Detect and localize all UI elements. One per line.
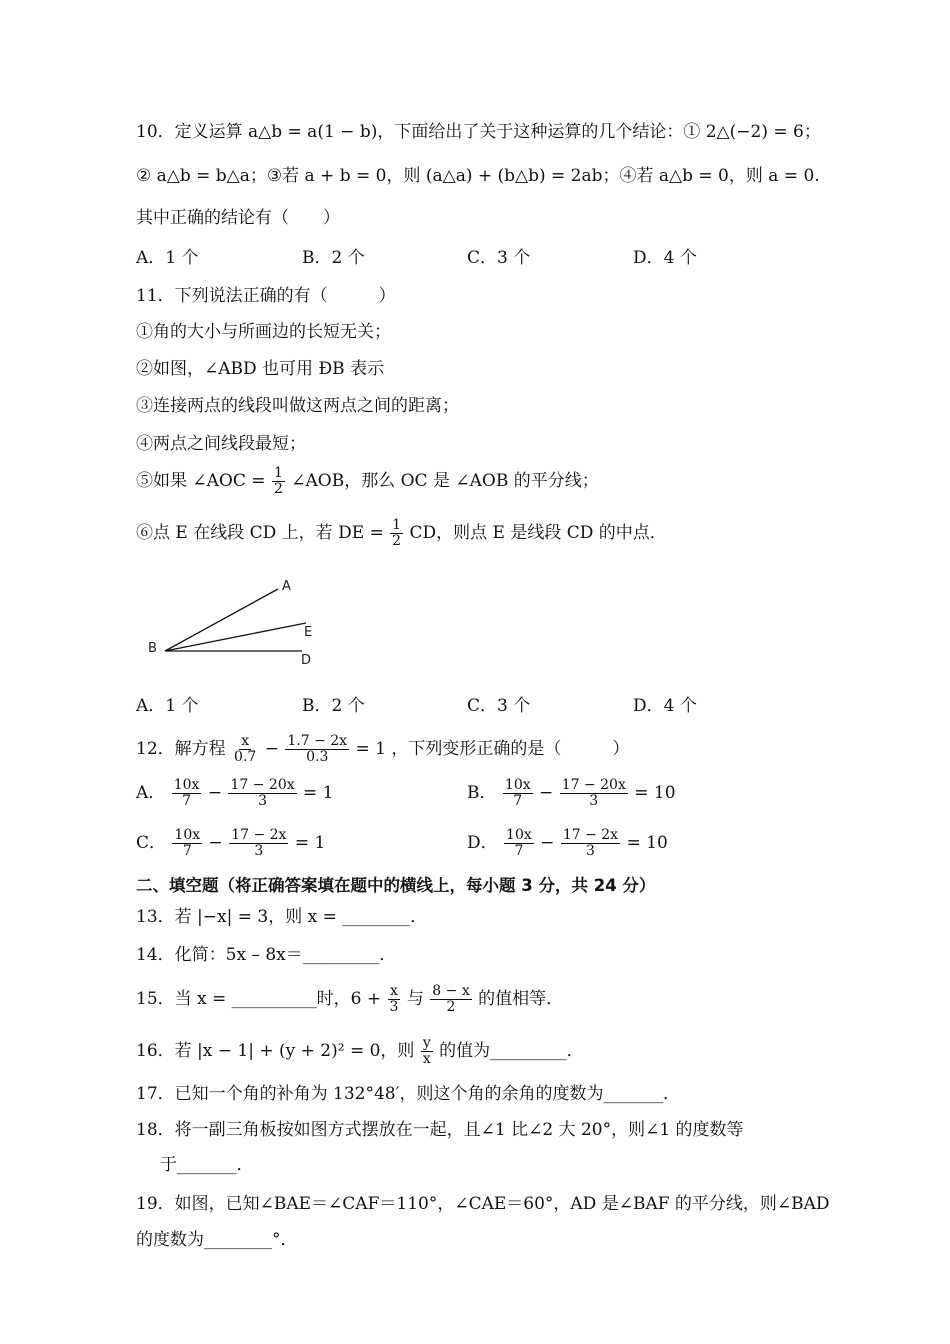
q10-option-a: A．1 个 xyxy=(136,248,199,268)
option-label: C． xyxy=(136,833,167,853)
den: 3 xyxy=(589,793,599,809)
q11-item5-pre: ⑤如果 ∠AOC = xyxy=(136,471,266,491)
q16-post: 的值为_________． xyxy=(439,1041,584,1061)
q12-option-d xyxy=(467,828,668,859)
den: 7 xyxy=(514,843,524,859)
ray-ba xyxy=(165,589,278,651)
num: 10x xyxy=(504,777,531,793)
num: 17 − 20x xyxy=(561,777,626,793)
q19-line1: 19．如图，已知∠BAE＝∠CAF＝110°，∠CAE＝60°，AD 是∠BAF 的平分线，则∠BAD xyxy=(136,1194,830,1214)
q11-option-a: A．1 个 xyxy=(136,696,199,716)
option-label: D． xyxy=(467,833,498,853)
option-label: A． xyxy=(136,783,166,803)
frac xyxy=(229,828,288,859)
label-a: A xyxy=(282,579,291,594)
q11-item6-post: CD，则点 E 是线段 CD 的中点． xyxy=(409,523,667,543)
angle-figure xyxy=(140,572,330,676)
q11-option-d: D．4 个 xyxy=(633,696,697,716)
minus: − xyxy=(540,833,555,853)
label-d: D xyxy=(301,653,312,668)
q16 xyxy=(136,1036,584,1067)
half-den: 2 xyxy=(392,533,402,549)
half-den: 2 xyxy=(273,481,283,497)
minus: − xyxy=(539,783,554,803)
q18-line1: 18．将一副三角板按如图方式摆放在一起，且∠1 比∠2 大 20°，则∠1 的度数等 xyxy=(136,1120,744,1140)
den: 3 xyxy=(258,793,267,809)
den: 3 xyxy=(389,999,399,1015)
num: 1.7 − 2x xyxy=(287,733,348,749)
q12-option-a xyxy=(136,778,334,809)
q10-line2: ② a△b = b△a；③若 a + b = 0，则 (a△a) + (b△b) = 2ab；④若 a△b = 0，则 a = 0. xyxy=(136,166,820,186)
q15-post: 的值相等． xyxy=(478,989,564,1009)
q11-stem: 11．下列说法正确的有（ ） xyxy=(136,286,396,306)
den: 3 xyxy=(585,843,595,859)
q11-item-3: ③连接两点的线段叫做这两点之间的距离； xyxy=(136,396,459,416)
q12-pre: 12．解方程 xyxy=(136,739,226,759)
q10-option-c: C．3 个 xyxy=(467,248,531,268)
q11-item-5 xyxy=(136,466,599,497)
q11-option-b: B．2 个 xyxy=(302,696,365,716)
q14: 14．化简：5x – 8x＝_________． xyxy=(136,945,397,965)
num: x xyxy=(241,733,250,749)
label-e: E xyxy=(304,625,313,640)
q11-item-4: ④两点之间线段最短； xyxy=(136,434,306,454)
q18-line2: 于_______． xyxy=(160,1155,254,1175)
q13: 13．若 |−x| = 3，则 x = ________． xyxy=(136,907,428,927)
num: 8 − x xyxy=(432,983,470,999)
option-label: B． xyxy=(467,783,497,803)
frac xyxy=(560,778,628,809)
rhs: = 10 xyxy=(626,833,668,853)
frac xyxy=(561,828,620,859)
q10-option-b: B．2 个 xyxy=(302,248,365,268)
half-num: 1 xyxy=(273,465,283,481)
num: x xyxy=(390,983,398,999)
den: x xyxy=(422,1051,431,1067)
half-fraction xyxy=(272,466,285,497)
section-heading: 二、填空题（将正确答案填在题中的横线上，每小题 3 分，共 24 分） xyxy=(136,876,656,895)
q15-pre: 15．当 x = __________时，6 + xyxy=(136,989,382,1009)
q15 xyxy=(136,984,563,1015)
rhs: = 10 xyxy=(634,783,676,803)
q15-mid: 与 xyxy=(406,989,424,1009)
frac xyxy=(228,778,296,809)
minus: − xyxy=(208,833,223,853)
frac xyxy=(172,778,202,809)
q12-frac-2 xyxy=(285,734,349,765)
den: 0.7 xyxy=(234,749,257,765)
q11-option-c: C．3 个 xyxy=(467,696,531,716)
frac xyxy=(388,984,401,1015)
den: 2 xyxy=(446,999,456,1015)
frac xyxy=(430,984,471,1015)
den: 7 xyxy=(513,793,523,809)
q12-stem xyxy=(136,734,629,765)
rhs: = 1 xyxy=(294,833,326,853)
num: 10x xyxy=(506,827,532,843)
half-num: 1 xyxy=(392,517,402,533)
q19-line2: 的度数为________°． xyxy=(136,1230,298,1250)
den: 7 xyxy=(182,793,191,809)
q11-item6-pre: ⑥点 E 在线段 CD 上，若 DE = xyxy=(136,523,384,543)
frac xyxy=(504,828,534,859)
eq: = 1 xyxy=(355,739,386,759)
num: 17 − 20x xyxy=(230,777,295,793)
den: 3 xyxy=(254,843,264,859)
q17: 17．已知一个角的补角为 132°48′，则这个角的余角的度数为_______． xyxy=(136,1084,680,1104)
num: 17 − 2x xyxy=(231,827,287,843)
frac xyxy=(172,828,202,859)
half-fraction xyxy=(390,518,403,549)
q12-frac-1 xyxy=(232,734,258,765)
q11-item-6 xyxy=(136,518,667,549)
q16-pre: 16．若 |x − 1| + (y + 2)² = 0，则 xyxy=(136,1041,415,1061)
rhs: = 1 xyxy=(303,783,334,803)
num: 10x xyxy=(173,777,200,793)
q12-option-b xyxy=(467,778,676,809)
q10-line3: 其中正确的结论有（ ） xyxy=(136,208,340,228)
frac xyxy=(503,778,533,809)
minus: − xyxy=(207,783,223,803)
q12-post: ，下列变形正确的是（ ） xyxy=(391,739,630,759)
minus: − xyxy=(264,739,279,759)
q11-item5-post: ∠AOB，那么 OC 是 ∠AOB 的平分线； xyxy=(291,471,599,491)
ray-be xyxy=(165,623,306,651)
num: y xyxy=(422,1035,431,1051)
frac xyxy=(421,1036,433,1067)
num: 17 − 2x xyxy=(562,827,619,843)
den: 0.3 xyxy=(306,749,329,765)
q10-stem: 10．定义运算 a△b = a(1 − b)，下面给出了关于这种运算的几个结论：① 2△(−2) = 6； xyxy=(136,122,821,142)
q10-option-d: D．4 个 xyxy=(633,248,697,268)
q11-item-1: ①角的大小与所画边的长短无关； xyxy=(136,322,391,342)
num: 10x xyxy=(174,827,201,843)
q11-item-2: ②如图，∠ABD 也可用 ÐB 表示 xyxy=(136,359,385,379)
q12-option-c xyxy=(136,828,325,859)
den: 7 xyxy=(182,843,192,859)
label-b: B xyxy=(148,641,157,656)
